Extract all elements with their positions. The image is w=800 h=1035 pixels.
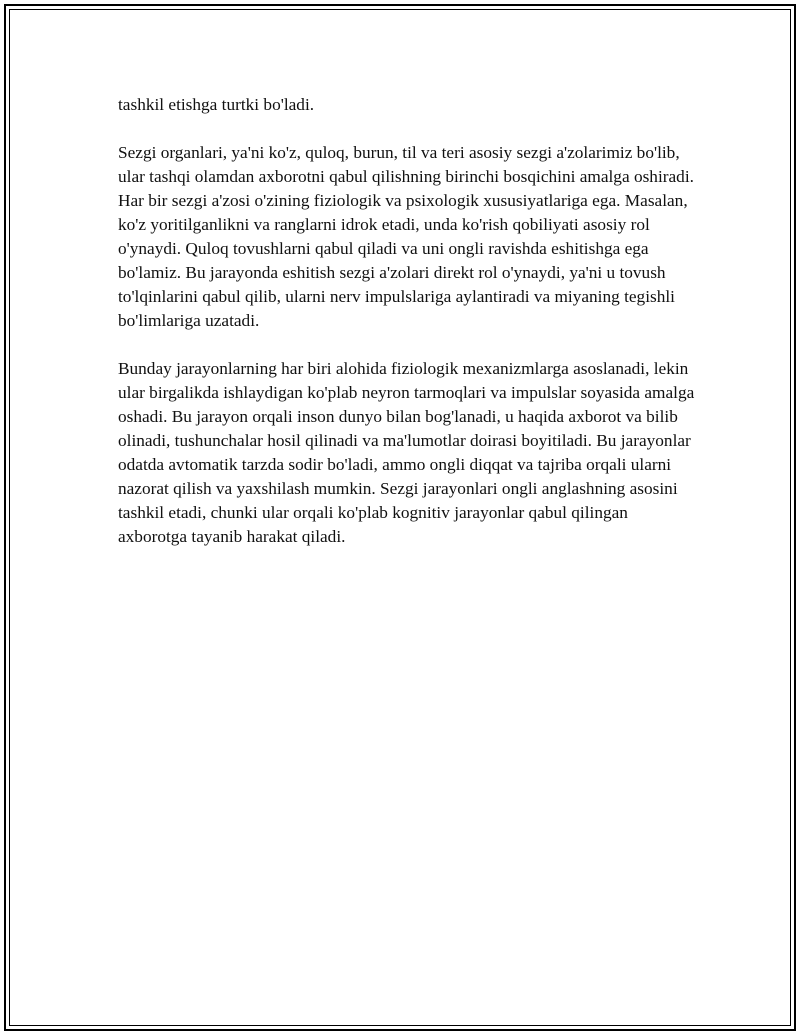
paragraph-2: Sezgi organlari, ya'ni ko'z, quloq, burun, til va teri asosiy sezgi a'zolarimiz bo'lib, ular tashqi olamdan axborotni qabul qilishning birinchi bosqichini amalga oshiradi. Har bir sezgi a'zosi o'zining fiziologik va psixologik xususiyatlariga ega. Masalan, ko'z yoritilganlikni va ranglarni idrok etadi, unda ko'rish qobiliyati asosiy rol o'ynaydi. Quloq tovushlarni qabul qiladi va uni ongli ravishda eshitishga ega bo'lamiz. Bu jarayonda eshitish sezgi a'zolari direkt rol o'ynaydi, ya'ni u tovush to'lqinlarini qabul qilib, ularni nerv impulslariga aylantiradi va miyaning tegishli bo'limlariga uzatadi.: [118, 143, 694, 330]
paragraph-1: tashkil etishga turtki bo'ladi.: [118, 95, 315, 114]
paragraph-3: Bunday jarayonlarning har biri alohida fiziologik mexanizmlarga asoslanadi, lekin ular birgalikda ishlaydigan ko'plab neyron tarmoqlari va impulslar soyasida amalga oshadi. Bu jarayon orqali inson dunyo bilan bog'lanadi, u haqida axborot va bilib olinadi, tushunchalar hosil qilinadi va ma'lumotlar doirasi boyitiladi. Bu jarayonlar odatda avtomatik tarzda sodir bo'ladi, ammo ongli diqqat va tajriba orqali ularni nazorat qilish va yaxshilash mumkin. Sezgi jarayonlari ongli anglashning asosini tashkil etadi, chunki ular orqali ko'plab kognitiv jarayonlar qabul qilingan axborotga tayanib harakat qiladi.: [118, 359, 695, 546]
document-body: [118, 93, 698, 549]
